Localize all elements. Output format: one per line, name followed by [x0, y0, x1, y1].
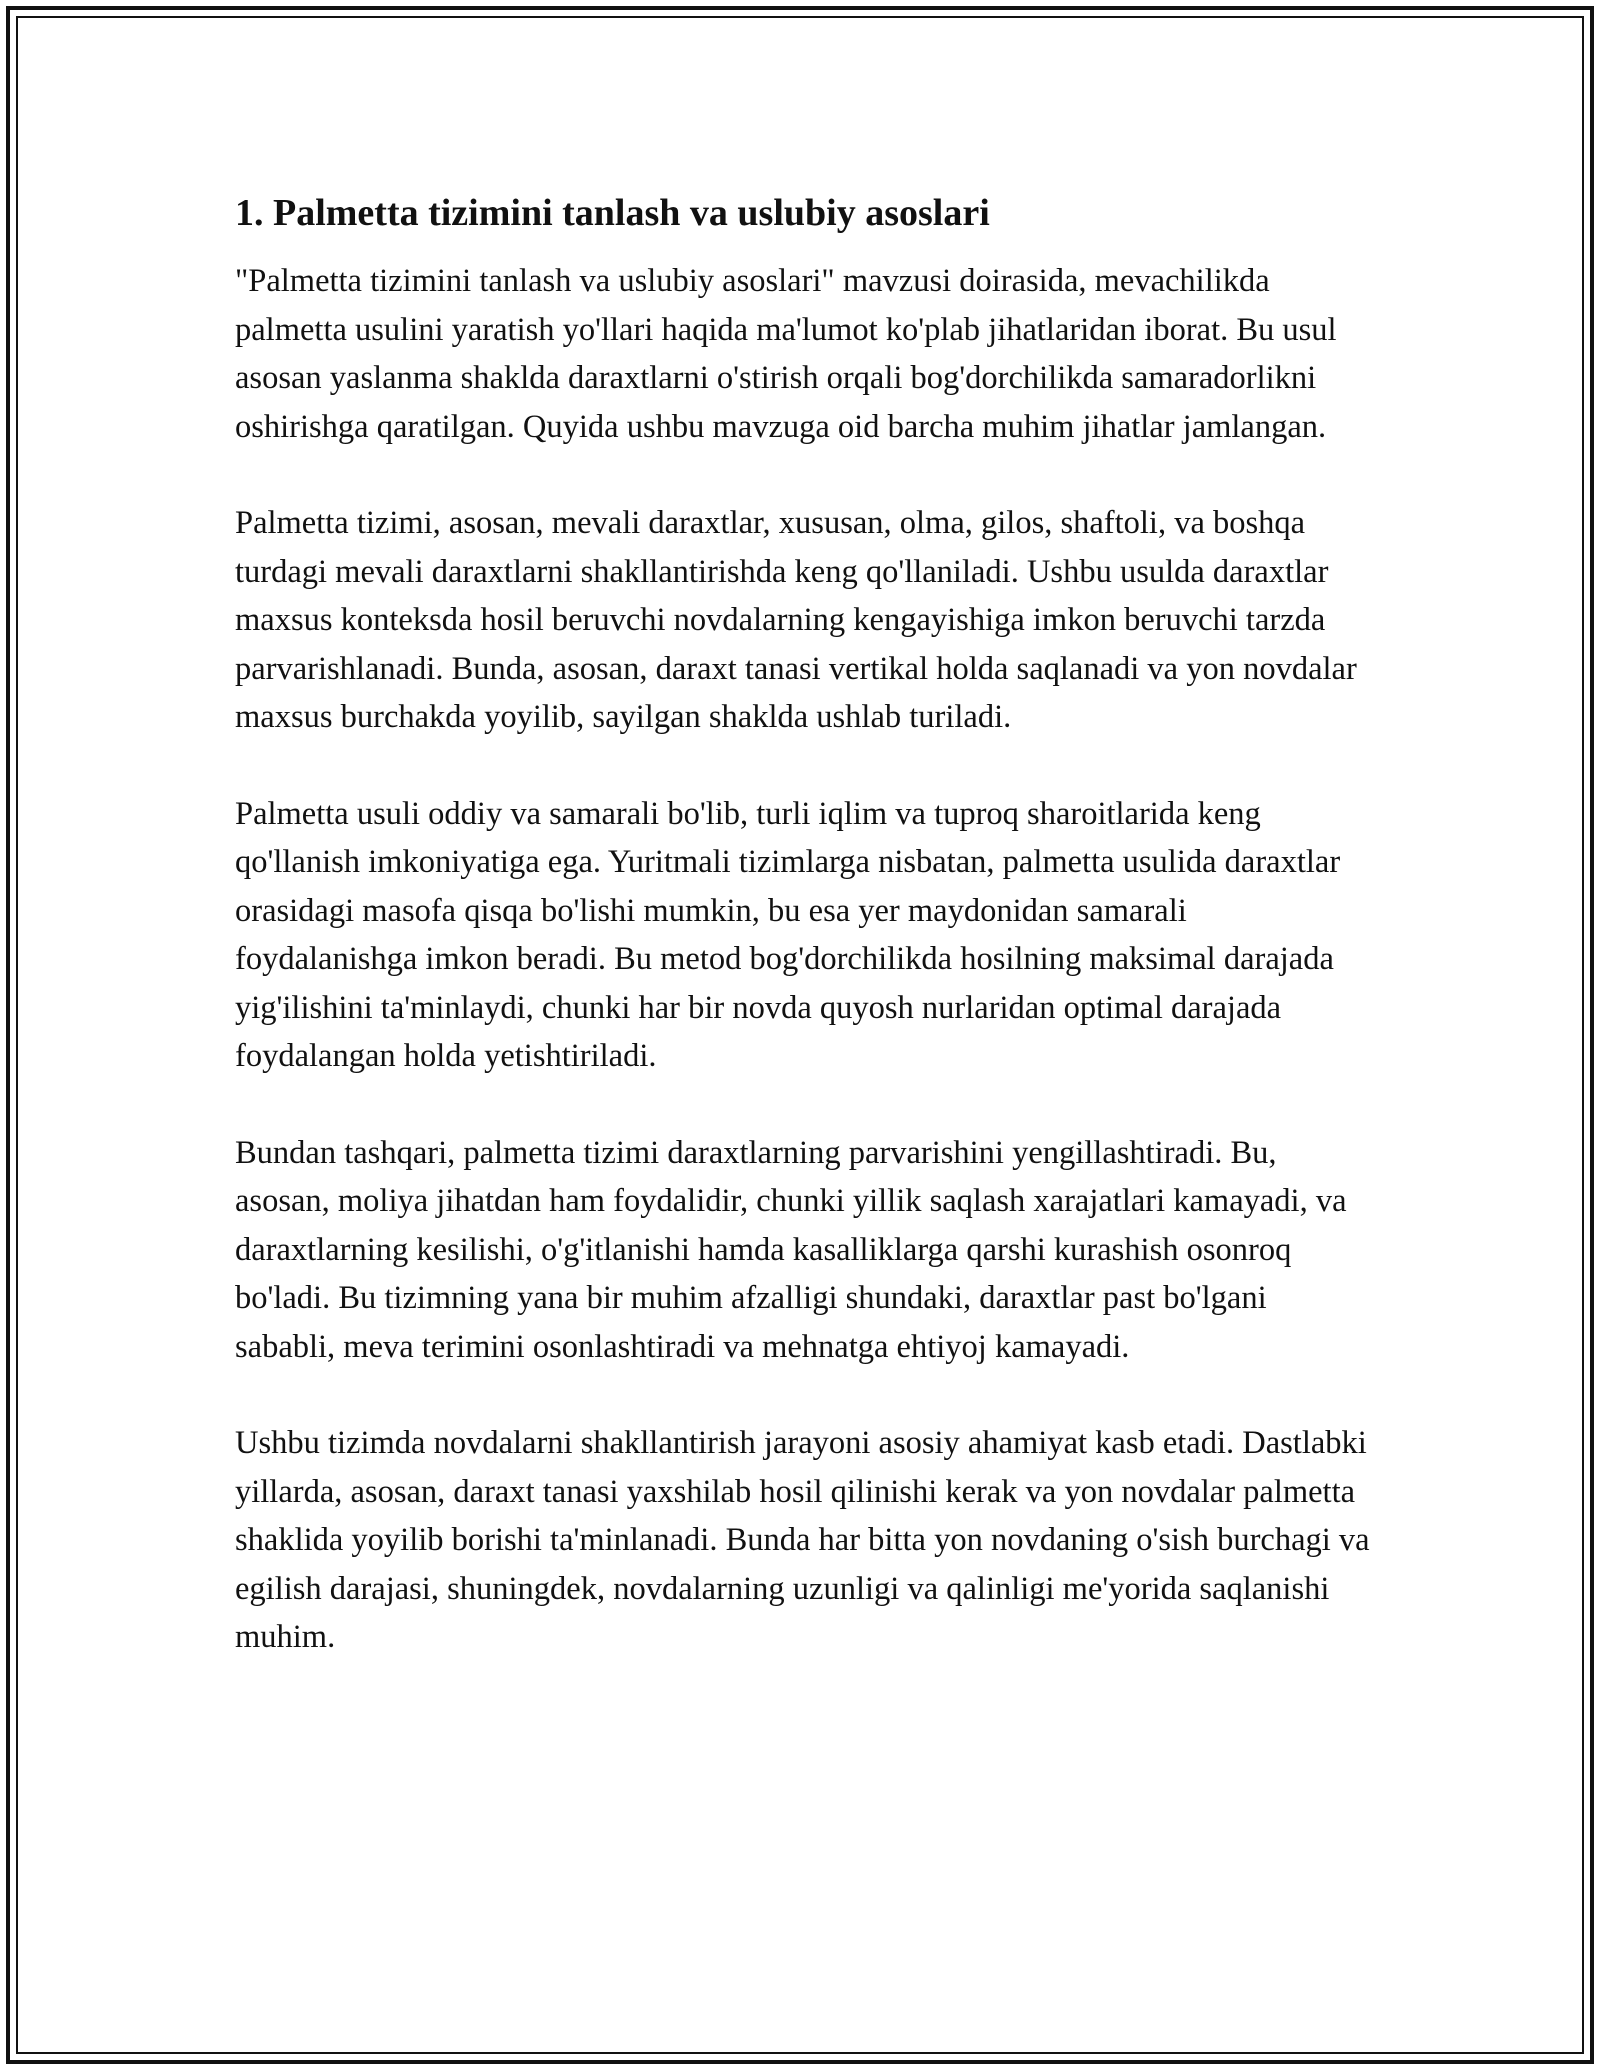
paragraph-2: Palmetta tizimi, asosan, mevali daraxtlar, xususan, olma, gilos, shaftoli, va boshqa turdagi mevali daraxtlarni shakllantirishda keng qo'llaniladi. Ushbu usulda daraxtlar maxsus konteksda hosil beruvchi novdalarning kengayishiga imkon beruvchi tarzda parvarishlanadi. Bunda, asosan, daraxt tanasi vertikal holda saqlanadi va yon novdalar maxsus burchakda yoyilib, sayilgan shaklda ushlab turiladi.: [235, 505, 1357, 735]
paragraph-5: Ushbu tizimda novdalarni shakllantirish jarayoni asosiy ahamiyat kasb etadi. Dastlabki yillarda, asosan, daraxt tanasi yaxshilab hosil qilinishi kerak va yon novdalar palmetta shaklida yoyilib borishi ta'minlanadi. Bunda har bitta yon novdaning o'sish burchagi va egilish darajasi, shuningdek, novdalarning uzunligi va qalinligi me'yorida saqlanishi muhim.: [235, 1425, 1370, 1655]
paragraph-4: Bundan tashqari, palmetta tizimi daraxtlarning parvarishini yengillashtiradi. Bu, asosan, moliya jihatdan ham foydalidir, chunki yillik saqlash xarajatlari kamayadi, va daraxtlarning kesilishi, o'g'itlanishi hamda kasalliklarga qarshi kurashish osonroq bo'ladi. Bu tizimning yana bir muhim afzalligi shundaki, daraxtlar past bo'lgani sababli, meva terimini osonlashtiradi va mehnatga ehtiyoj kamayadi.: [235, 1134, 1347, 1365]
document-body: [235, 183, 1370, 1710]
section-heading: 1. Palmetta tizimini tanlash va uslubiy asoslari: [235, 192, 990, 234]
paragraph-3: Palmetta usuli oddiy va samarali bo'lib, turli iqlim va tuproq sharoitlarida keng qo'llanish imkoniyatiga ega. Yuritmali tizimlarga nisbatan, palmetta usulida daraxtlar orasidagi masofa qisqa bo'lishi mumkin, bu esa yer maydonidan samarali foydalanishga imkon beradi. Bu metod bog'dorchilikda hosilning maksimal darajada yig'ilishini ta'minlaydi, chunki har bir novda quyosh nurlaridan optimal darajada foydalangan holda yetishtiriladi.: [235, 795, 1341, 1074]
paragraph-1: "Palmetta tizimini tanlash va uslubiy asoslari" mavzusi doirasida, mevachilikda palmetta usulini yaratish yo'llari haqida ma'lumot ko'plab jihatlaridan iborat. Bu usul asosan yaslanma shaklda daraxtlarni o'stirish orqali bog'dorchilikda samaradorlikni oshirishga qaratilgan. Quyida ushbu mavzuga oid barcha muhim jihatlar jamlangan.: [235, 263, 1337, 445]
